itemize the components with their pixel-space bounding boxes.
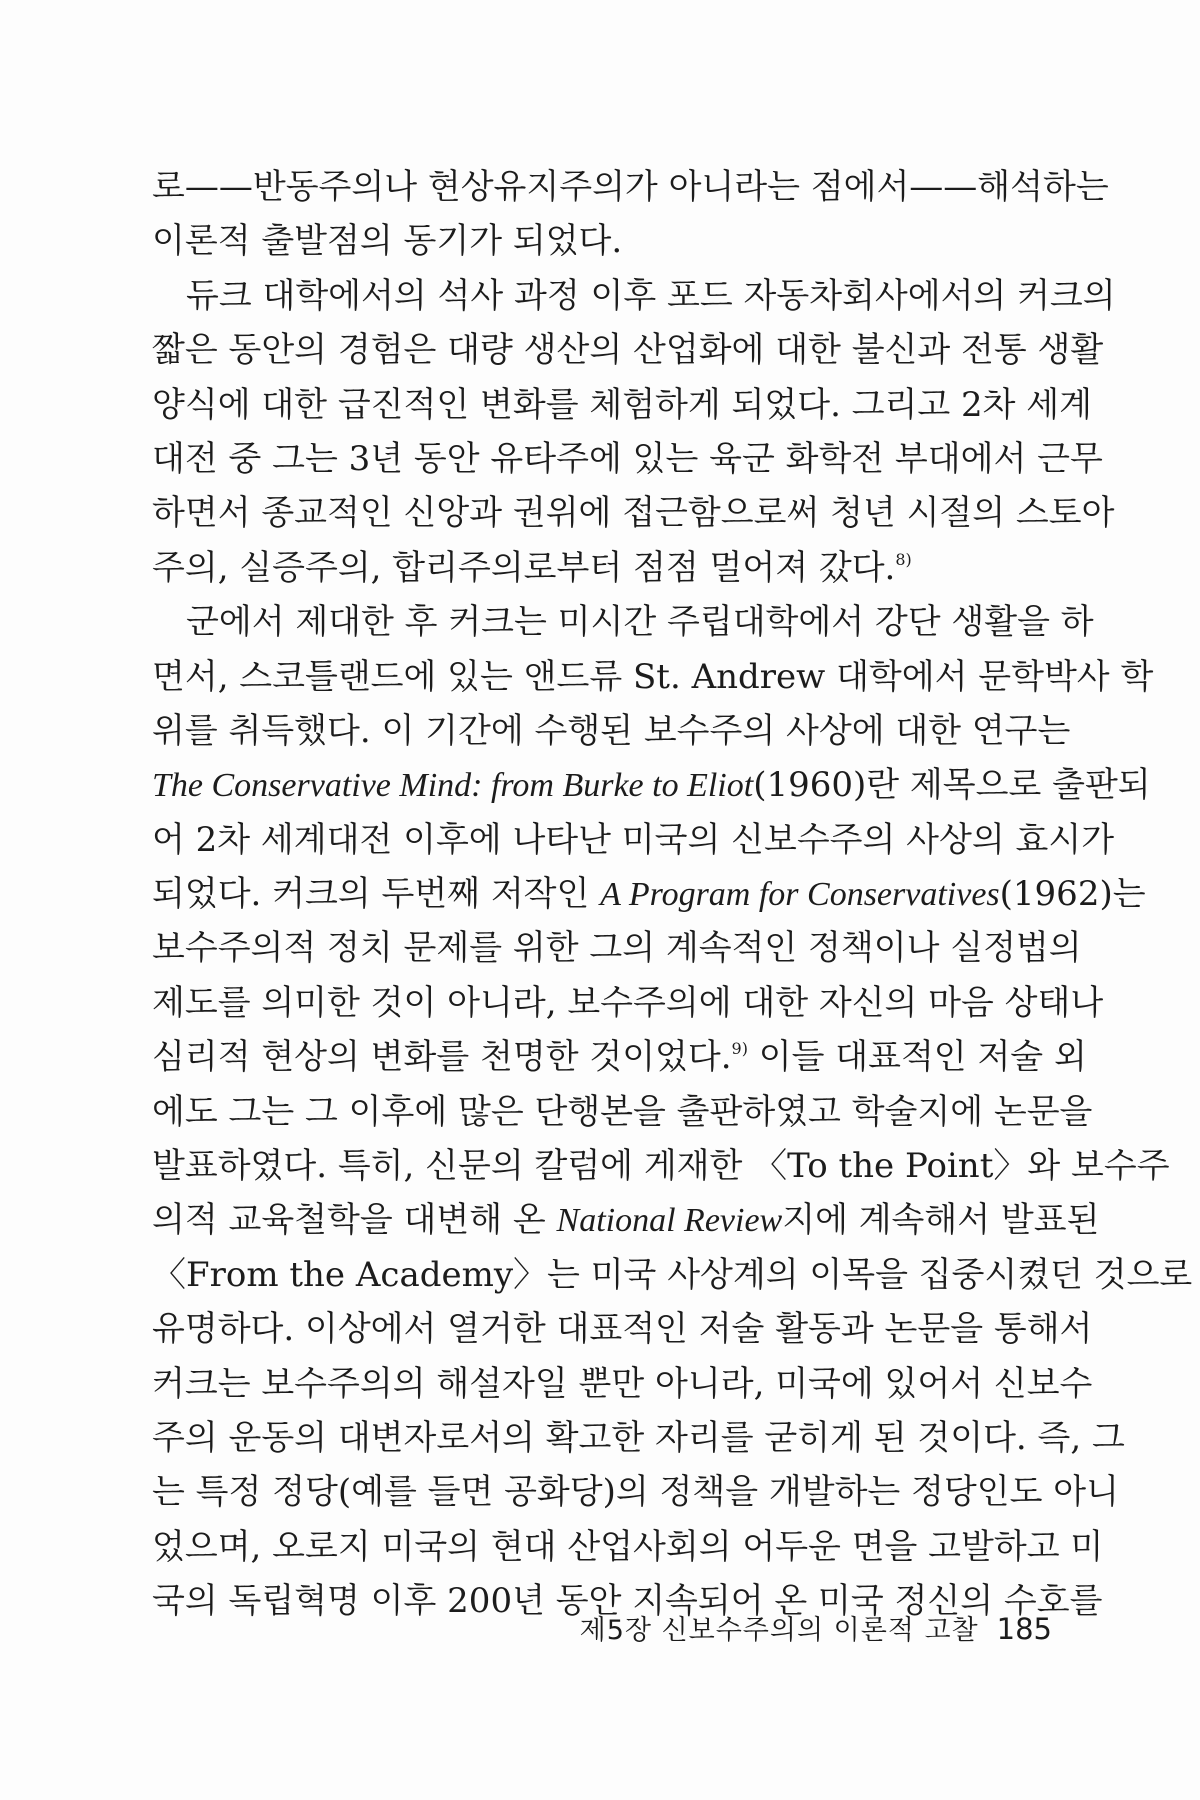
- text-line: 이론적 출발점의 동기가 되었다.: [152, 221, 623, 262]
- text-line-content: 지에 계속해서 발표된: [782, 1200, 1100, 1241]
- text-line: [152, 867, 1146, 921]
- text-line-content: 되었다. 커크의 두번째 저작인: [152, 874, 590, 915]
- text-line: 로——반동주의나 현상유지주의가 아니라는 점에서——해석하는: [152, 167, 1109, 207]
- page-number: 185: [996, 1612, 1052, 1646]
- text-line: 〈From the Academy〉는 미국 사상계의 이목을 집중시켰던 것으로: [152, 1254, 1193, 1295]
- text-line: 국의 독립혁명 이후 200년 동안 지속되어 온 미국 정신의 수호를: [152, 1581, 1103, 1622]
- page-footer: [572, 1608, 1052, 1652]
- text-line: [152, 758, 1151, 812]
- text-line: 양식에 대한 급진적인 변화를 체험하게 되었다. 그리고 2차 세계: [152, 384, 1092, 425]
- footnote-marker-9: 9): [731, 1039, 748, 1059]
- text-line: 보수주의적 정치 문제를 위한 그의 계속적인 정책이나 실정법의: [152, 928, 1082, 969]
- text-line-content: 의적 교육철학을 대변해 온: [152, 1200, 546, 1241]
- text-line: 군에서 제대한 후 커크는 미시간 주립대학에서 강단 생활을 하: [186, 602, 1094, 643]
- text-line: 대전 중 그는 3년 동안 유타주에 있는 육군 화학전 부대에서 근무: [152, 438, 1103, 479]
- footnote-marker-8: 8): [895, 549, 912, 569]
- text-line: 하면서 종교적인 신앙과 권위에 접근함으로써 청년 시절의 스토아: [152, 493, 1115, 534]
- text-line: [152, 1030, 1087, 1084]
- text-line-content: (1960)란 제목으로 출판되: [753, 765, 1151, 806]
- book-title-conservative-mind: The Conservative Mind: from Burke to Eliot: [152, 767, 754, 805]
- journal-title-national-review: National Review: [556, 1202, 783, 1240]
- text-line: 짧은 동안의 경험은 대량 생산의 산업화에 대한 불신과 전통 생활: [152, 330, 1104, 371]
- text-line: 어 2차 세계대전 이후에 나타난 미국의 신보수주의 사상의 효시가: [152, 819, 1115, 860]
- text-line: 는 특정 정당(예를 들면 공화당)의 정책을 개발하는 정당인도 아니: [152, 1472, 1119, 1513]
- text-line: 위를 취득했다. 이 기간에 수행된 보수주의 사상에 대한 연구는: [152, 710, 1071, 751]
- text-line: 었으며, 오로지 미국의 현대 산업사회의 어두운 면을 고발하고 미: [152, 1526, 1104, 1567]
- text-line: 발표하였다. 특히, 신문의 칼럼에 게재한 〈To the Point〉와 보수주: [152, 1146, 1170, 1187]
- text-line-content: 주의, 실증주의, 합리주의로부터 점점 멀어져 갔다.: [152, 547, 896, 588]
- book-title-program: A Program for Conservatives: [600, 876, 1000, 914]
- text-line-content: (1962)는: [999, 874, 1146, 915]
- text-line: 에도 그는 그 이후에 많은 단행본을 출판하였고 학술지에 논문을: [152, 1091, 1093, 1132]
- text-line: 면서, 스코틀랜드에 있는 앤드류 St. Andrew 대학에서 문학박사 학: [152, 656, 1154, 697]
- text-line-content: 심리적 현상의 변화를 천명한 것이었다.: [152, 1037, 732, 1078]
- text-line: [152, 541, 1048, 595]
- text-line: 제도를 의미한 것이 아니라, 보수주의에 대한 자신의 마음 상태나: [152, 982, 1104, 1023]
- text-line: 커크는 보수주의의 해설자일 뿐만 아니라, 미국에 있어서 신보수: [152, 1363, 1093, 1404]
- text-line: 유명하다. 이상에서 열거한 대표적인 저술 활동과 논문을 통해서: [152, 1309, 1093, 1350]
- text-line: 주의 운동의 대변자로서의 확고한 자리를 굳히게 된 것이다. 즉, 그: [152, 1417, 1125, 1458]
- chapter-title: 제5장 신보수주의의 이론적 고찰: [579, 1615, 979, 1646]
- text-line-content: 이들 대표적인 저술 외: [758, 1037, 1087, 1078]
- text-line: 듀크 대학에서의 석사 과정 이후 포드 자동차회사에서의 커크의: [186, 275, 1116, 316]
- text-line: [152, 1193, 1100, 1247]
